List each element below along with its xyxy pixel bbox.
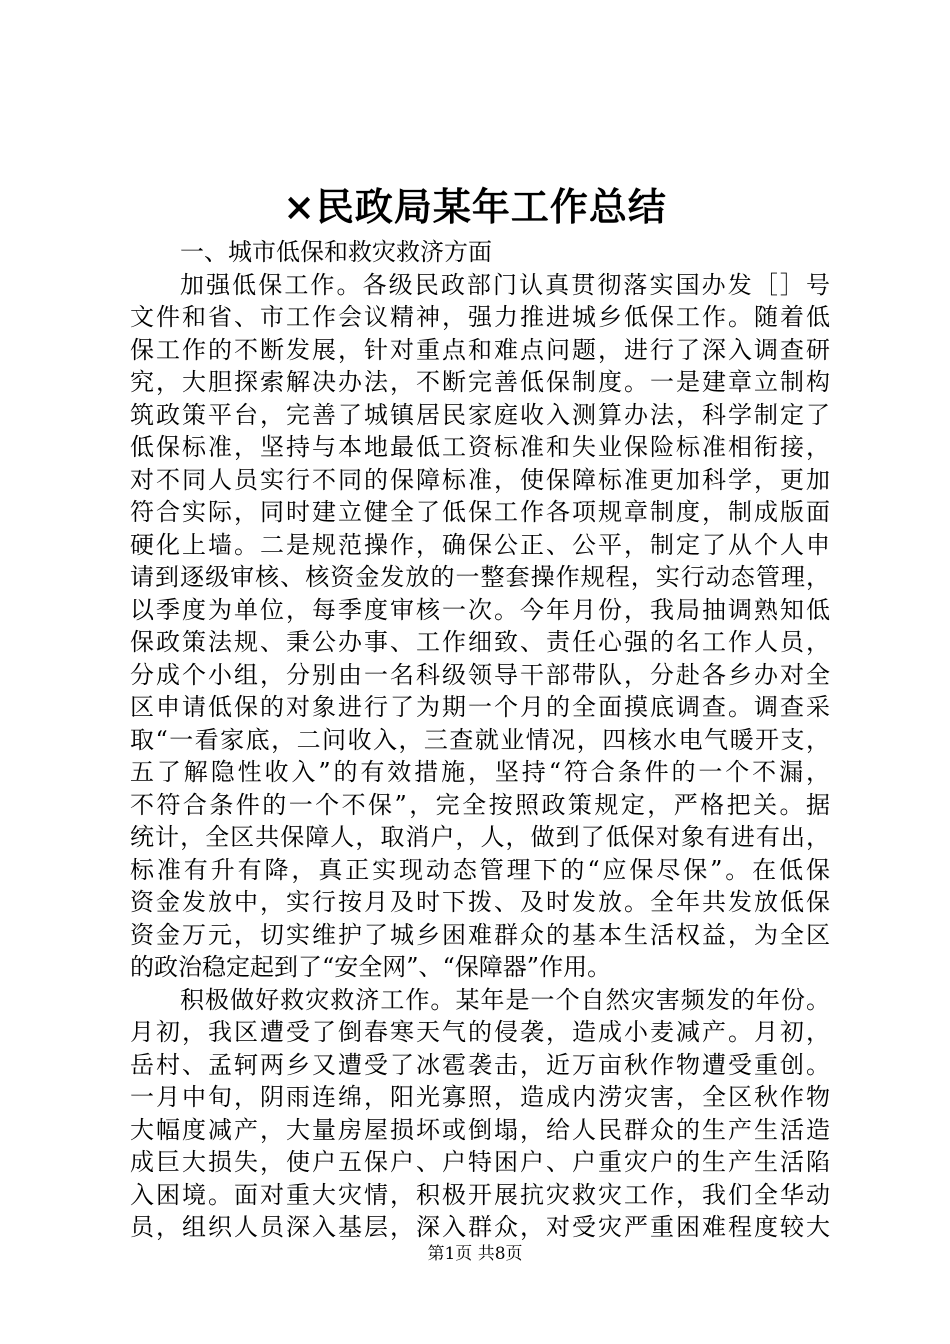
document-title: ×民政局某年工作总结 [283,184,667,229]
text-line: 成巨大损失，使户五保户、户特困户、户重灾户的生产生活陷 [130,1148,830,1176]
text-line: 分成个小组，分别由一名科级领导干部带队，分赴各乡办对全 [130,660,830,689]
text-line: 筑政策平台，完善了城镇居民家庭收入测算办法，科学制定了 [130,400,830,429]
text-line: 标准有升有降，真正实现动态管理下的“应保尽保”。在低保 [130,855,830,884]
text-line: 一月中旬，阴雨连绵，阳光寡照，造成内涝灾害，全区秋作物 [130,1083,830,1111]
text-line: 加强低保工作。各级民政部门认真贯彻落实国办发［］号 [180,270,830,299]
text-line: 保政策法规、秉公办事、工作细致、责任心强的名工作人员， [130,628,830,656]
text-line: 不符合条件的一个不保”，完全按照政策规定，严格把关。据 [130,790,830,819]
text-line: 资金万元，切实维护了城乡困难群众的基本生活权益，为全区 [130,920,830,949]
text-line: 积极做好救灾救济工作。某年是一个自然灾害频发的年份。 [180,985,830,1014]
text-line: 五了解隐性收入”的有效措施，坚持“符合条件的一个不漏， [130,758,830,786]
text-line: 符合实际，同时建立健全了低保工作各项规章制度，制成版面 [130,498,830,526]
text-line: 入困境。面对重大灾情，积极开展抗灾救灾工作，我们全华动 [130,1180,830,1209]
text-line: 月初，我区遭受了倒春寒天气的侵袭，造成小麦减产。月初， [130,1018,830,1046]
text-line: 的政治稳定起到了“安全网”、“保障器”作用。 [130,953,612,981]
text-line: 究，大胆探索解决办法，不断完善低保制度。一是建章立制构 [130,368,830,396]
text-line: 岳村、孟轲两乡又遭受了冰雹袭击，近万亩秋作物遭受重创。 [130,1050,830,1079]
text-line: 请到逐级审核、核资金发放的一整套操作规程，实行动态管理， [130,563,830,591]
text-line: 以季度为单位，每季度审核一次。今年月份，我局抽调熟知低 [130,595,830,624]
text-line: 员，组织人员深入基层，深入群众，对受灾严重困难程度较大 [130,1213,830,1241]
text-line: 区申请低保的对象进行了为期一个月的全面摸底调查。调查采 [130,693,830,721]
text-line: 统计，全区共保障人，取消户，人，做到了低保对象有进有出， [130,823,830,851]
page-indicator: 第1页 共8页 [427,1244,523,1264]
text-line: 低保标准，坚持与本地最低工资标准和失业保险标准相衔接， [130,433,830,461]
text-line: 资金发放中，实行按月及时下拨、及时发放。全年共发放低保 [130,888,830,916]
text-line: 取“一看家底，二问收入，三查就业情况，四核水电气暖开支， [130,725,830,754]
text-line: 硬化上墙。二是规范操作，确保公正、公平，制定了从个人申 [130,530,830,559]
document-body [130,236,830,1244]
text-line: 对不同人员实行不同的保障标准，使保障标准更加科学，更加 [130,465,830,494]
text-line: 保工作的不断发展，针对重点和难点问题，进行了深入调查研 [130,335,830,364]
text-line: 大幅度减产，大量房屋损坏或倒塌，给人民群众的生产生活造 [130,1115,830,1144]
text-line: 文件和省、市工作会议精神，强力推进城乡低保工作。随着低 [130,303,830,331]
section-heading: 一、城市低保和救灾救济方面 [180,238,492,266]
